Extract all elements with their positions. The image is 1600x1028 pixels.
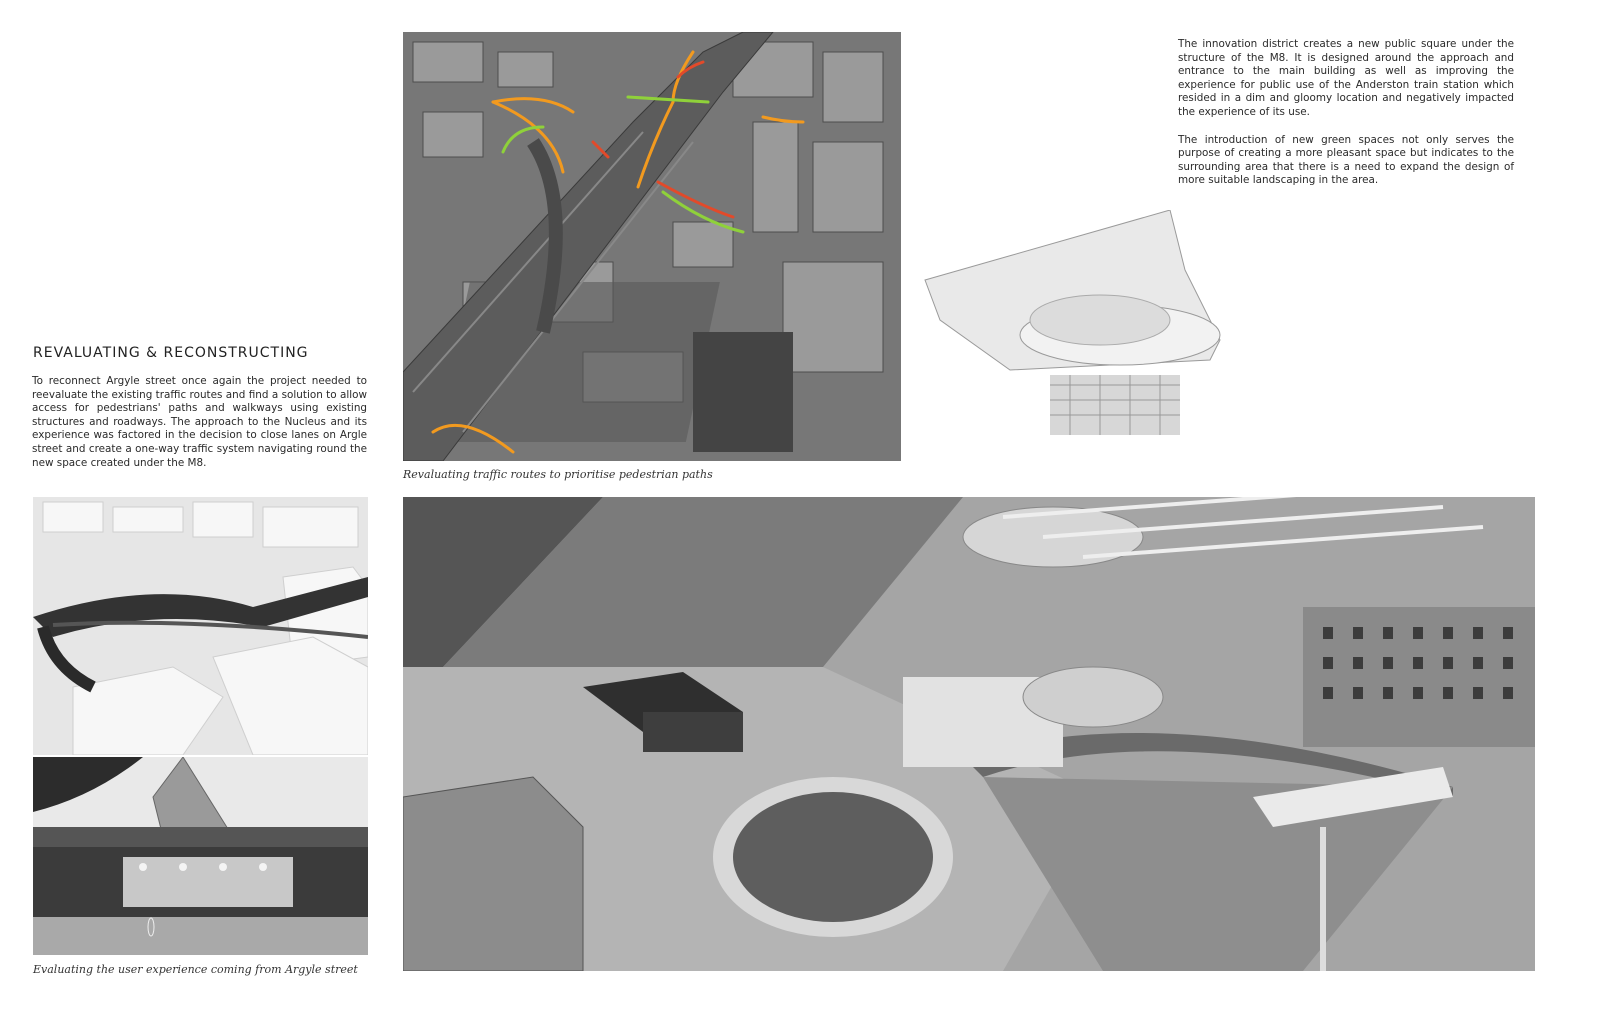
massing-view-image [33, 497, 368, 755]
intro-paragraph-2: The introduction of new green spaces not only serves the purpose of creating a more pleasant space but indicates to the surrounding area that there is a need to expand the design of more suitable landscaping in the area. [1178, 133, 1514, 187]
exploded-roof-element [920, 210, 1225, 480]
axonometric-site-render [403, 497, 1535, 971]
intro-text [1178, 38, 1514, 202]
aerial-traffic-image [403, 32, 901, 461]
section-title: REVALUATING & RECONSTRUCTING [33, 345, 309, 361]
underpass-view-image [33, 757, 368, 955]
section-body: To reconnect Argyle street once again the project needed to reevaluate the existing traffic routes and find a solution to allow access for pedestrians' paths and walkways using existing structures and roadways. The approach to the Nucleus and its experience was factored in the decision to close lanes on Argle street and create a one-way traffic system navigating round the new space created under the M8. [32, 375, 367, 469]
views-caption: Evaluating the user experience coming from Argyle street [33, 963, 358, 976]
intro-paragraph-1: The innovation district creates a new public square under the structure of the M8. It is designed around the approach and entrance to the main building as well as improving the experience for public use of the Anderston train station which resided in a dim and gloomy location and negatively impacted the experience of its use. [1178, 38, 1514, 118]
aerial-caption: Revaluating traffic routes to prioritise pedestrian paths [403, 468, 713, 481]
